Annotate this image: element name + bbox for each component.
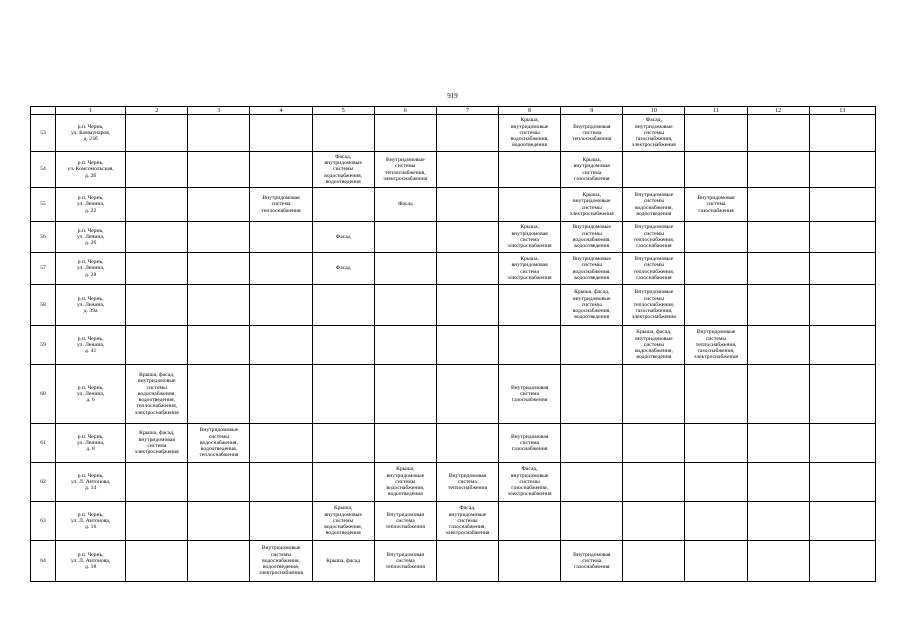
work-cell-col-5: Крыша, внутридомовые системы водоснабжения, водоотведения (312, 502, 374, 541)
work-cell-col-11 (685, 115, 747, 152)
address-cell: р.п. Чернь, ул. Ленина, д. 6 (56, 365, 126, 424)
work-cell-col-7 (436, 115, 498, 152)
work-cell-col-4 (250, 326, 312, 365)
work-cell-col-5 (312, 285, 374, 326)
work-cell-col-10: Фасад, внутридомовые системы газоснабжения, электроснабжения (623, 115, 685, 152)
work-cell-col-8: Внутридомовая система газоснабжения (499, 365, 561, 424)
work-cell-col-7 (436, 285, 498, 326)
work-cell-col-4: Внутридомовые системы водоснабжения, водоотведения, электроснабжения (250, 541, 312, 582)
work-cell-col-13 (809, 285, 875, 326)
address-cell: р.п. Чернь, ул. Ленина, д. 26 (56, 222, 126, 253)
work-cell-col-12 (747, 152, 809, 188)
row-number: 55 (31, 188, 56, 222)
work-cell-col-12 (747, 188, 809, 222)
work-cell-col-3: Внутридомовые системы водоснабжения, водоотведения, теплоснабжения (188, 424, 250, 463)
header-blank (31, 107, 56, 115)
address-cell: р.п. Чернь, ул. Коммунаров, д. 23б (56, 115, 126, 152)
work-cell-col-13 (809, 424, 875, 463)
work-cell-col-3 (188, 115, 250, 152)
work-cell-col-11 (685, 253, 747, 285)
work-cell-col-8: Крыша, внутридомовая система электроснабжения (499, 253, 561, 285)
work-cell-col-9 (561, 365, 623, 424)
work-cell-col-3 (188, 253, 250, 285)
work-cell-col-8 (499, 285, 561, 326)
work-cell-col-5: Фасад (312, 222, 374, 253)
work-cell-col-7 (436, 253, 498, 285)
table-row (31, 326, 876, 365)
work-cell-col-4: Внутридомовая система теплоснабжения (250, 188, 312, 222)
work-cell-col-2 (126, 502, 188, 541)
work-cell-col-8 (499, 188, 561, 222)
page-number: 919 (447, 92, 458, 100)
row-number: 56 (31, 222, 56, 253)
work-cell-col-6 (374, 285, 436, 326)
address-cell: р.п. Чернь, ул. Ленина, д. 39а (56, 285, 126, 326)
row-number: 63 (31, 502, 56, 541)
work-cell-col-13 (809, 502, 875, 541)
table-row (31, 285, 876, 326)
work-cell-col-6 (374, 424, 436, 463)
work-cell-col-9: Внутридомовые системы водоснабжения, водоотведения (561, 222, 623, 253)
work-cell-col-11 (685, 152, 747, 188)
work-cell-col-12 (747, 541, 809, 582)
work-cell-col-3 (188, 285, 250, 326)
work-cell-col-8: Крыша, внутридомовые системы водоснабжения, водоотведения (499, 115, 561, 152)
table-row (31, 115, 876, 152)
header-cell-5: 5 (312, 107, 374, 115)
work-cell-col-3 (188, 152, 250, 188)
work-cell-col-6 (374, 365, 436, 424)
work-cell-col-4 (250, 502, 312, 541)
work-cell-col-2 (126, 253, 188, 285)
header-cell-12: 12 (747, 107, 809, 115)
work-cell-col-4 (250, 463, 312, 502)
work-cell-col-5: Крыша, фасад (312, 541, 374, 582)
header-cell-11: 11 (685, 107, 747, 115)
work-cell-col-6: Внутридомовая система теплоснабжения (374, 502, 436, 541)
table-row (31, 502, 876, 541)
work-cell-col-10 (623, 541, 685, 582)
work-cell-col-10: Внутридомовые системы водоснабжения, водоотведения (623, 188, 685, 222)
header-cell-7: 7 (436, 107, 498, 115)
repair-schedule-table (30, 106, 876, 582)
work-cell-col-11 (685, 502, 747, 541)
work-cell-col-3 (188, 502, 250, 541)
header-cell-1: 1 (56, 107, 126, 115)
work-cell-col-5: Фасад (312, 253, 374, 285)
work-cell-col-2 (126, 285, 188, 326)
work-cell-col-12 (747, 463, 809, 502)
header-cell-3: 3 (188, 107, 250, 115)
address-cell: р.п. Чернь, ул. Л. Антонова, д. 14 (56, 463, 126, 502)
header-cell-8: 8 (499, 107, 561, 115)
work-cell-col-10 (623, 152, 685, 188)
work-cell-col-2 (126, 115, 188, 152)
work-cell-col-12 (747, 424, 809, 463)
work-cell-col-7 (436, 152, 498, 188)
header-cell-13: 13 (809, 107, 875, 115)
address-cell: р.п. Чернь, ул. Л. Антонова, д. 18 (56, 541, 126, 582)
table-row (31, 222, 876, 253)
work-cell-col-8: Фасад, внутридомовые системы газоснабжения, электроснабжения (499, 463, 561, 502)
table-row (31, 463, 876, 502)
work-cell-col-11 (685, 285, 747, 326)
work-cell-col-12 (747, 285, 809, 326)
address-cell: р.п. Чернь, ул. Комсомольская, д. 2б (56, 152, 126, 188)
work-cell-col-13 (809, 365, 875, 424)
address-cell: р.п. Чернь, ул. Ленина, д. 28 (56, 253, 126, 285)
work-cell-col-7 (436, 365, 498, 424)
address-cell: р.п. Чернь, ул. Л. Антонова, д. 16 (56, 502, 126, 541)
header-cell-2: 2 (126, 107, 188, 115)
work-cell-col-7 (436, 424, 498, 463)
work-cell-col-9: Крыша, фасад, внутридомовые системы водоснабжения, водоотведения (561, 285, 623, 326)
work-cell-col-13 (809, 152, 875, 188)
table-row (31, 188, 876, 222)
work-cell-col-13 (809, 115, 875, 152)
work-cell-col-5: Фасад, внутридомовые системы водоснабжения, водоотведения (312, 152, 374, 188)
work-cell-col-5 (312, 188, 374, 222)
work-cell-col-11 (685, 463, 747, 502)
address-cell: р.п. Чернь, ул. Ленина, д. 8 (56, 424, 126, 463)
work-cell-col-3 (188, 463, 250, 502)
table-row (31, 253, 876, 285)
work-cell-col-9: Крыша, внутридомовые системы электроснабжения (561, 188, 623, 222)
work-cell-col-8 (499, 541, 561, 582)
work-cell-col-7 (436, 541, 498, 582)
row-number: 61 (31, 424, 56, 463)
work-cell-col-6: Внутридомовая система теплоснабжения (374, 541, 436, 582)
work-cell-col-13 (809, 253, 875, 285)
row-number: 53 (31, 115, 56, 152)
work-cell-col-2: Крыша, фасад, внутридомовые системы водоснабжения, водоотведения, теплоснабжения, электроснабжения (126, 365, 188, 424)
row-number: 59 (31, 326, 56, 365)
work-cell-col-2 (126, 222, 188, 253)
work-cell-col-10 (623, 502, 685, 541)
work-cell-col-3 (188, 188, 250, 222)
work-cell-col-9: Крыша, внутридомовая система газоснабжения (561, 152, 623, 188)
work-cell-col-2 (126, 463, 188, 502)
work-cell-col-4 (250, 285, 312, 326)
work-cell-col-7: Внутридомовая система теплоснабжения (436, 463, 498, 502)
work-cell-col-10: Внутридомовые системы теплоснабжения, газоснабжения (623, 222, 685, 253)
work-cell-col-12 (747, 365, 809, 424)
work-cell-col-13 (809, 222, 875, 253)
work-cell-col-10: Внутридомовые системы теплоснабжения, газоснабжения (623, 253, 685, 285)
work-cell-col-11 (685, 365, 747, 424)
work-cell-col-11 (685, 222, 747, 253)
header-cell-4: 4 (250, 107, 312, 115)
header-row (31, 107, 876, 115)
work-cell-col-2 (126, 152, 188, 188)
work-cell-col-3 (188, 222, 250, 253)
address-cell: р.п. Чернь, ул. Ленина, д. 22 (56, 188, 126, 222)
work-cell-col-3 (188, 365, 250, 424)
work-cell-col-4 (250, 365, 312, 424)
work-cell-col-5 (312, 365, 374, 424)
work-cell-col-11 (685, 424, 747, 463)
work-cell-col-4 (250, 253, 312, 285)
work-cell-col-10 (623, 424, 685, 463)
work-cell-col-5 (312, 326, 374, 365)
work-cell-col-4 (250, 152, 312, 188)
header-cell-6: 6 (374, 107, 436, 115)
work-cell-col-9 (561, 424, 623, 463)
work-cell-col-5 (312, 424, 374, 463)
table-row (31, 152, 876, 188)
work-cell-col-9 (561, 326, 623, 365)
work-cell-col-10: Крыша, фасад, внутридомовые системы водоснабжения, водоотведения (623, 326, 685, 365)
work-cell-col-12 (747, 115, 809, 152)
header-cell-9: 9 (561, 107, 623, 115)
work-cell-col-8 (499, 326, 561, 365)
work-cell-col-13 (809, 541, 875, 582)
work-cell-col-6: Фасад (374, 188, 436, 222)
work-cell-col-8: Внутридомовая система газоснабжения (499, 424, 561, 463)
work-cell-col-2 (126, 541, 188, 582)
work-cell-col-8 (499, 152, 561, 188)
work-cell-col-4 (250, 115, 312, 152)
address-cell: р.п. Чернь, ул. Ленина, д. 41 (56, 326, 126, 365)
work-cell-col-10 (623, 365, 685, 424)
work-cell-col-12 (747, 326, 809, 365)
work-cell-col-6: Внутридомовые системы теплоснабжения, электроснабжения (374, 152, 436, 188)
work-cell-col-6: Крыша, внутридомовые системы водоснабжения, водоотведения (374, 463, 436, 502)
work-cell-col-13 (809, 188, 875, 222)
work-cell-col-12 (747, 502, 809, 541)
work-cell-col-3 (188, 541, 250, 582)
row-number: 57 (31, 253, 56, 285)
row-number: 54 (31, 152, 56, 188)
table-row (31, 424, 876, 463)
work-cell-col-6 (374, 326, 436, 365)
work-cell-col-6 (374, 222, 436, 253)
table-row (31, 541, 876, 582)
work-cell-col-8 (499, 502, 561, 541)
row-number: 62 (31, 463, 56, 502)
work-cell-col-7 (436, 188, 498, 222)
work-cell-col-10 (623, 463, 685, 502)
work-cell-col-3 (188, 326, 250, 365)
work-cell-col-5 (312, 463, 374, 502)
row-number: 64 (31, 541, 56, 582)
work-cell-col-2 (126, 326, 188, 365)
work-cell-col-9: Внутридомовая система теплоснабжения (561, 115, 623, 152)
work-cell-col-12 (747, 222, 809, 253)
work-cell-col-9 (561, 463, 623, 502)
work-cell-col-6 (374, 115, 436, 152)
work-cell-col-13 (809, 326, 875, 365)
work-cell-col-10: Внутридомовые системы теплоснабжения, газоснабжения, электроснабжения (623, 285, 685, 326)
work-cell-col-4 (250, 222, 312, 253)
work-cell-col-12 (747, 253, 809, 285)
header-cell-10: 10 (623, 107, 685, 115)
table-row (31, 365, 876, 424)
row-number: 58 (31, 285, 56, 326)
work-cell-col-7 (436, 326, 498, 365)
work-cell-col-11: Внутридомовая система газоснабжения (685, 188, 747, 222)
work-cell-col-13 (809, 463, 875, 502)
work-cell-col-11 (685, 541, 747, 582)
row-number: 60 (31, 365, 56, 424)
work-cell-col-7: Фасад, внутридомовые системы газоснабжения, электроснабжения (436, 502, 498, 541)
work-cell-col-2 (126, 188, 188, 222)
work-cell-col-8: Крыша, внутридомовая система электроснабжения (499, 222, 561, 253)
work-cell-col-2: Крыша, фасад, внутридомовая система электроснабжения (126, 424, 188, 463)
work-cell-col-5 (312, 115, 374, 152)
work-cell-col-4 (250, 424, 312, 463)
work-cell-col-9 (561, 502, 623, 541)
work-cell-col-9: Внутридомовые системы водоснабжения, водоотведения (561, 253, 623, 285)
work-cell-col-9: Внутридомовая система газоснабжения (561, 541, 623, 582)
work-cell-col-11: Внутридомовые системы теплоснабжения, газоснабжения, электроснабжения (685, 326, 747, 365)
work-cell-col-7 (436, 222, 498, 253)
work-cell-col-6 (374, 253, 436, 285)
